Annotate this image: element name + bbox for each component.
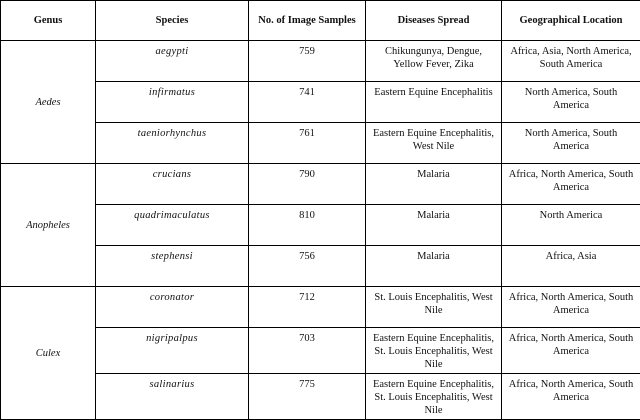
location-cell: North America: [502, 205, 640, 246]
location-cell: Africa, Asia, North America, South America: [502, 41, 640, 82]
genus-cell: Aedes: [1, 41, 96, 164]
samples-cell: 703: [249, 328, 366, 374]
species-cell: crucians: [96, 164, 249, 205]
location-cell: Africa, North America, South America: [502, 164, 640, 205]
diseases-cell: Eastern Equine Encephalitis, West Nile: [366, 123, 502, 164]
table-row: [1, 374, 640, 420]
location-cell: Africa, North America, South America: [502, 328, 640, 374]
header-diseases-spread: Diseases Spread: [366, 1, 502, 41]
samples-cell: 810: [249, 205, 366, 246]
header-genus: Genus: [1, 1, 96, 41]
diseases-cell: Malaria: [366, 246, 502, 287]
header-image-samples: No. of Image Samples: [249, 1, 366, 41]
table-row: [1, 246, 640, 287]
samples-cell: 761: [249, 123, 366, 164]
location-cell: North America, South America: [502, 82, 640, 123]
species-cell: salinarius: [96, 374, 249, 420]
diseases-cell: Eastern Equine Encephalitis, St. Louis Encephalitis, West Nile: [366, 328, 502, 374]
table-row: [1, 82, 640, 123]
species-cell: quadrimaculatus: [96, 205, 249, 246]
location-cell: Africa, North America, South America: [502, 374, 640, 420]
samples-cell: 775: [249, 374, 366, 420]
header-species: Species: [96, 1, 249, 41]
species-cell: taeniorhynchus: [96, 123, 249, 164]
location-cell: Africa, North America, South America: [502, 287, 640, 328]
table-row: [1, 287, 640, 328]
diseases-cell: Malaria: [366, 205, 502, 246]
diseases-cell: Chikungunya, Dengue, Yellow Fever, Zika: [366, 41, 502, 82]
species-cell: infirmatus: [96, 82, 249, 123]
table-row: [1, 164, 640, 205]
diseases-cell: Malaria: [366, 164, 502, 205]
samples-cell: 790: [249, 164, 366, 205]
samples-cell: 741: [249, 82, 366, 123]
location-cell: North America, South America: [502, 123, 640, 164]
table-row: [1, 328, 640, 374]
species-cell: aegypti: [96, 41, 249, 82]
genus-cell: Anopheles: [1, 164, 96, 287]
header-row: [1, 1, 640, 41]
table-row: [1, 205, 640, 246]
samples-cell: 712: [249, 287, 366, 328]
samples-cell: 759: [249, 41, 366, 82]
header-geographical-location: Geographical Location: [502, 1, 640, 41]
species-cell: coronator: [96, 287, 249, 328]
location-cell: Africa, Asia: [502, 246, 640, 287]
genus-cell: Culex: [1, 287, 96, 420]
species-cell: nigripalpus: [96, 328, 249, 374]
table-row: [1, 123, 640, 164]
diseases-cell: Eastern Equine Encephalitis: [366, 82, 502, 123]
samples-cell: 756: [249, 246, 366, 287]
species-cell: stephensi: [96, 246, 249, 287]
diseases-cell: Eastern Equine Encephalitis, St. Louis Encephalitis, West Nile: [366, 374, 502, 420]
diseases-cell: St. Louis Encephalitis, West Nile: [366, 287, 502, 328]
table-row: [1, 41, 640, 82]
